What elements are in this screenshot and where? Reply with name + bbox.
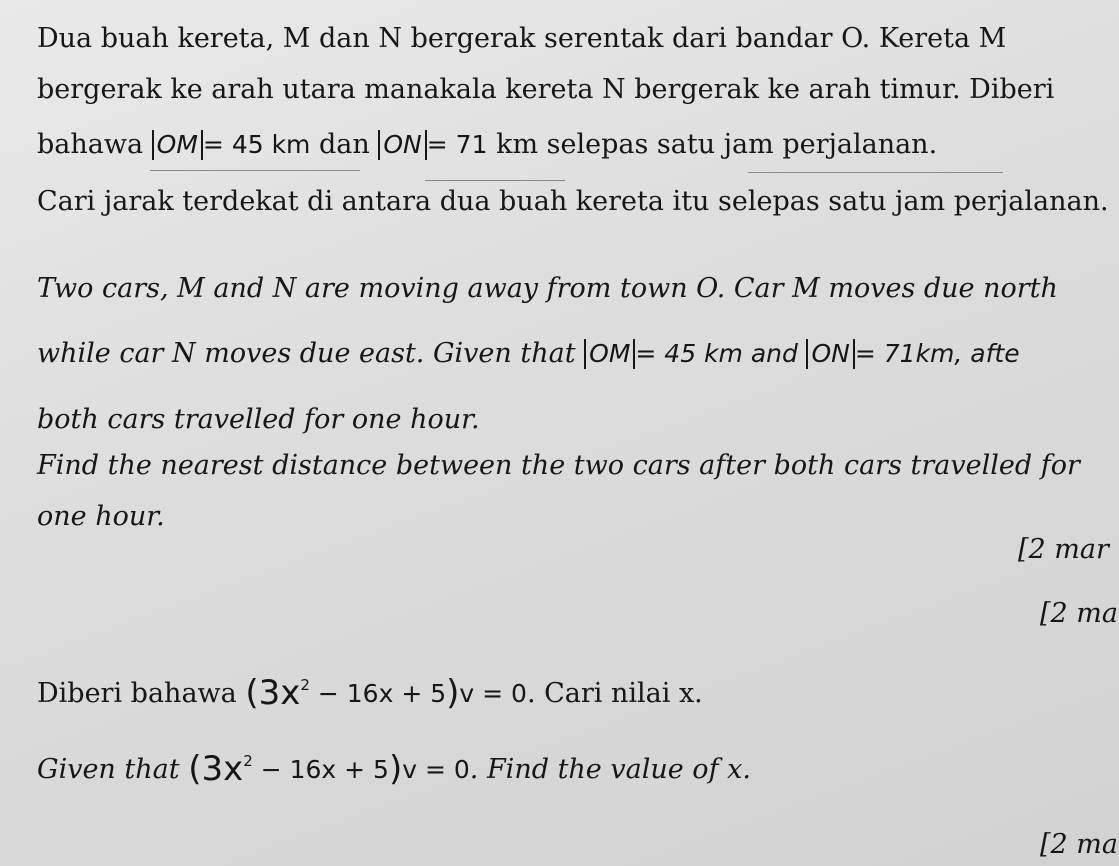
pencil-mark	[150, 170, 360, 171]
on-value: = 71	[426, 130, 488, 159]
q1-english-line1: Two cars, M and N are moving away from town O. Car M moves due north	[37, 273, 1058, 304]
q1-malay-line3-suffix: km selepas satu jam perjalanan.	[496, 129, 938, 160]
om-value: = 45 km	[202, 130, 311, 159]
marks-label: [2 ma	[1040, 829, 1118, 860]
q2-english-line	[37, 749, 751, 789]
q1-malay-line3-dan: dan	[319, 129, 370, 160]
abs-om: OM	[152, 130, 203, 160]
marks-label: [2 ma	[1040, 598, 1118, 629]
expr-close: )	[388, 749, 403, 789]
on-value-english: = 71km, afte	[854, 339, 1020, 368]
om-value-english: = 45 km and	[635, 339, 798, 368]
expr-open: (3x	[245, 673, 301, 713]
q2-malay-suffix: . Cari nilai x.	[526, 678, 703, 709]
expr-close: )	[446, 673, 460, 713]
expr-rest: − 16x + 5	[252, 755, 389, 784]
q1-english-line2-prefix: while car N moves due east. Given that	[37, 338, 576, 369]
marks-label: [2 mar	[1018, 534, 1109, 565]
q1-malay-line4: Cari jarak terdekat di antara dua buah kereta itu selepas satu jam perjalanan.	[37, 186, 1109, 217]
q2-malay-prefix: Diberi bahawa	[37, 678, 237, 709]
q2-english-suffix: . Find the value of x.	[469, 754, 751, 785]
abs-on: ON	[378, 130, 426, 160]
q1-english-line2	[37, 337, 1020, 371]
pencil-mark	[748, 172, 1003, 173]
q1-english-line5: one hour.	[37, 501, 165, 532]
q1-malay-line2: bergerak ke arah utara manakala kereta N bergerak ke arah timur. Diberi	[37, 74, 1055, 105]
q2-malay-expression	[245, 673, 527, 713]
q1-english-line4: Find the nearest distance between the two cars after both cars travelled for	[37, 450, 1080, 481]
q2-english-expression	[188, 749, 470, 789]
q2-english-prefix: Given that	[37, 754, 180, 785]
pencil-mark	[425, 180, 565, 181]
abs-om-english: OM	[584, 339, 635, 369]
expr-rest: − 16x + 5	[309, 679, 447, 708]
expr-exponent: 2	[243, 752, 253, 770]
q1-english-line3: both cars travelled for one hour.	[37, 404, 480, 435]
q1-malay-line3-prefix: bahawa	[37, 129, 144, 160]
abs-on-english: ON	[806, 339, 854, 369]
expr-exponent: 2	[300, 676, 310, 694]
q2-malay-line	[37, 673, 703, 713]
q1-malay-line1: Dua buah kereta, M dan N bergerak serentak dari bandar O. Kereta M	[37, 23, 1007, 54]
q1-malay-line3	[37, 128, 937, 162]
expr-open: (3x	[188, 749, 244, 789]
expr-tail: v = 0	[402, 755, 470, 784]
expr-tail: v = 0	[459, 679, 527, 708]
